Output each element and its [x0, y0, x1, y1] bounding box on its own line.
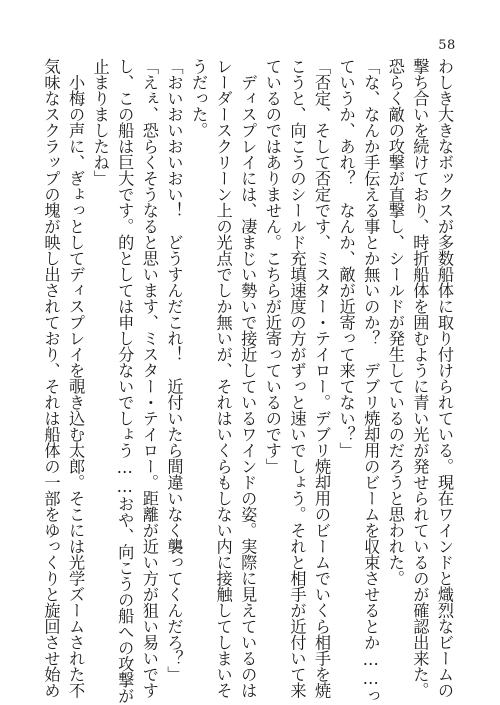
- text-line: わしき大きなボックスが多数船体に取り付けられている。現在ワインドと熾烈なビームの: [435, 58, 454, 698]
- text-line: うだった。: [189, 58, 209, 138]
- text-line: し、この船は巨大です。的としては申し分ないでしょう……おや、向こうの船への攻撃が: [115, 58, 135, 704]
- text-line: 小梅の声に、ぎょっとしてディスプレイを覗き込む太郎。そこには光学ズームされた不: [66, 58, 86, 698]
- text-line: 気味なスクラップの塊が映し出されており、それは船体の一部をゆっくりと旋回させ始め: [41, 58, 61, 698]
- text-line: ていうか、あれ？ なんか、敵が近寄って来てない？」: [336, 58, 356, 458]
- text-line: 「えぇ、恐らくそうなると思います、ミスター・テイロー。距離が近い方が狙い易いです: [139, 58, 159, 698]
- text-line: 「な、なんか手伝える事とか無いのか？ デブリ焼却用のビームを収束させるとか……っ: [361, 58, 381, 704]
- text-line: ているのではありません。こちらが近寄っているのです」: [262, 58, 282, 474]
- text-line: こうと、向こうのシールド充填速度の方がずっと速いでしょう。それと相手が近付いて来: [287, 58, 307, 698]
- text-line: 恐らく敵の攻撃が直撃し、シールドが発生しているのだろうと思われた。: [385, 58, 405, 586]
- text-line: レーダースクリーン上の光点でしか無いが、それはいくらもしない内に接触してしまいそ: [213, 58, 233, 698]
- text-line: 撃ち合いを続けており、時折船体を囲むように青い光が発せられているのが確認出来た。: [410, 58, 430, 698]
- text-line: 「おいおいおいおい！ どうすんだこれ！ 近付いたら間違いなく襲ってくんだろ？」: [164, 58, 184, 682]
- vertical-text-body: [38, 58, 456, 704]
- text-line: 「否定、そして否定です、ミスター・テイロー。デブリ焼却用のビームでいくら相手を焼: [312, 58, 332, 698]
- text-line: ディスプレイには、凄まじい勢いで接近しているワインドの姿。実際に見えているのは: [238, 58, 258, 698]
- page-number: 58: [438, 38, 456, 53]
- text-line: 止まりましたね」: [90, 58, 110, 186]
